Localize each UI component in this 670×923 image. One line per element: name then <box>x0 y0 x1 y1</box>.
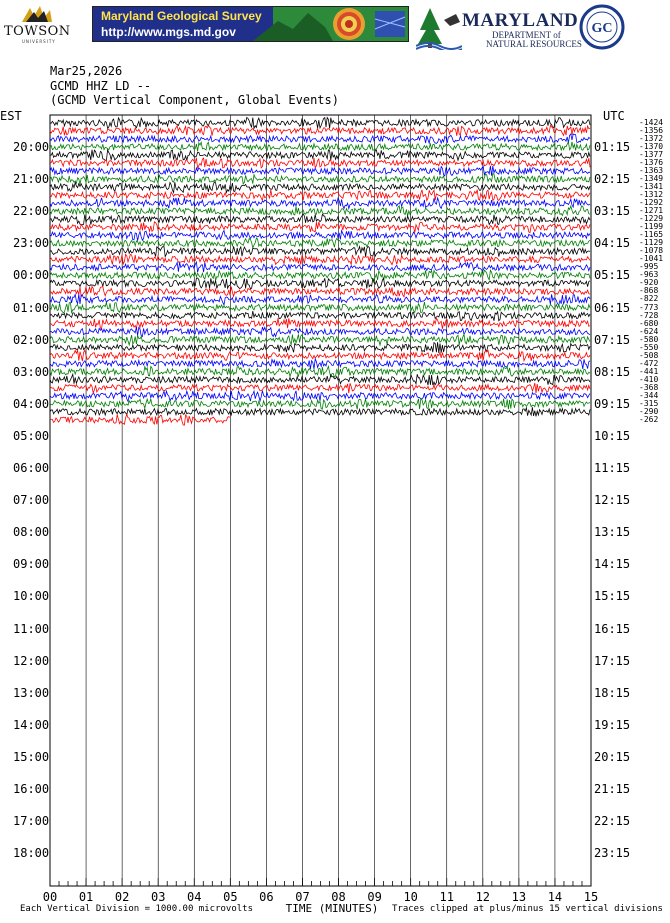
towson-name: TOWSON <box>4 24 71 39</box>
est-hour-label: 14:00 <box>13 717 50 732</box>
trace-count-label: -1271 <box>639 206 664 216</box>
est-hour-label: 20:00 <box>13 140 50 154</box>
est-hour-label: 04:00 <box>13 396 50 411</box>
est-hour-label: 02:00 <box>13 332 50 347</box>
utc-hour-label: 19:15 <box>594 717 631 732</box>
utc-hour-label: 23:15 <box>594 846 631 861</box>
seismic-trace <box>50 158 590 168</box>
trace-count-label: -1424 <box>639 117 664 127</box>
trace-count-label: -1341 <box>639 182 664 192</box>
est-hour-label: 00:00 <box>13 268 50 283</box>
seismic-trace <box>50 294 590 305</box>
x-tick-label: 06 <box>259 890 274 904</box>
est-hour-label: 21:00 <box>13 172 50 187</box>
trace-count-label: -1078 <box>639 246 664 256</box>
towson-sub: UNIVERSITY <box>22 39 56 44</box>
seismic-trace <box>50 150 590 161</box>
utc-hour-label: 05:15 <box>594 268 631 283</box>
chart-station-title: GCMD HHZ LD -- <box>50 79 152 93</box>
x-axis-title: TIME (MINUTES) <box>285 902 379 915</box>
trace-count-label: -1312 <box>639 190 664 200</box>
seismic-trace <box>50 327 590 337</box>
trace-count-label: -1292 <box>639 198 664 208</box>
seismic-trace <box>50 214 590 225</box>
x-tick-label: 07 <box>295 890 310 904</box>
seismic-trace <box>50 238 590 248</box>
trace-count-label: -441 <box>639 366 659 376</box>
utc-hour-label: 16:15 <box>594 621 631 636</box>
x-tick-label: 13 <box>511 890 527 904</box>
x-tick-label: 09 <box>367 890 382 904</box>
utc-hour-label: 02:15 <box>594 172 631 187</box>
trace-count-label: -995 <box>639 262 659 272</box>
est-hour-label: 01:00 <box>13 300 50 315</box>
est-hour-label: 17:00 <box>13 814 50 829</box>
seismic-trace <box>50 262 590 272</box>
x-tick-label: 10 <box>403 890 418 904</box>
x-tick-label: 04 <box>187 890 202 904</box>
utc-hour-label: 14:15 <box>594 557 631 572</box>
trace-count-label: -1363 <box>639 166 664 176</box>
x-tick-label: 08 <box>331 890 346 904</box>
utc-hour-label: 17:15 <box>594 653 631 668</box>
trace-count-label: -262 <box>639 414 659 424</box>
seismic-trace <box>50 407 590 416</box>
seismic-trace <box>50 318 590 329</box>
dnr-natural-resources: NATURAL RESOURCES <box>486 39 582 49</box>
x-tick-label: 12 <box>475 890 491 904</box>
est-hour-label: 16:00 <box>13 782 50 796</box>
est-hour-label: 05:00 <box>13 428 50 443</box>
seismic-trace <box>50 342 590 353</box>
seismic-trace <box>50 134 590 143</box>
x-tick-label: 14 <box>547 890 563 904</box>
trace-count-label: -1356 <box>639 125 664 135</box>
seismic-trace <box>50 231 590 241</box>
trace-count-label: -1199 <box>639 222 664 232</box>
utc-hour-label: 21:15 <box>594 782 631 796</box>
seismic-trace <box>50 182 590 193</box>
seismic-trace <box>50 198 590 209</box>
est-hour-label: 18:00 <box>13 846 50 861</box>
trace-count-label: -868 <box>639 286 659 296</box>
est-hour-label: 07:00 <box>13 493 50 508</box>
x-tick-label: 02 <box>114 890 130 904</box>
dnr-department: DEPARTMENT of <box>492 30 561 40</box>
trace-count-label: -728 <box>639 310 659 320</box>
est-axis-label: EST <box>0 109 22 123</box>
seismic-trace <box>50 118 590 129</box>
x-tick-label: 03 <box>150 890 166 904</box>
trace-count-label: -315 <box>639 398 659 408</box>
trace-count-label: -1370 <box>639 142 664 151</box>
chart-subtitle: (GCMD Vertical Component, Global Events) <box>50 93 339 107</box>
dnr-maryland: MARYLAND <box>462 10 579 31</box>
utc-hour-label: 20:15 <box>594 749 631 764</box>
seismic-trace <box>50 206 590 216</box>
x-tick-label: 15 <box>583 890 599 904</box>
x-tick-label: 01 <box>78 890 94 904</box>
trace-count-label: -1041 <box>639 254 664 264</box>
seismic-trace <box>50 334 590 345</box>
utc-hour-label: 11:15 <box>594 461 631 475</box>
plot-frame <box>50 115 591 886</box>
est-hour-label: 10:00 <box>13 589 50 604</box>
est-hour-label: 06:00 <box>13 461 50 475</box>
trace-count-label: -680 <box>639 318 659 328</box>
utc-hour-label: 09:15 <box>594 396 631 411</box>
footer-scale-note: Each Vertical Division = 1000.00 microvolts <box>20 904 253 914</box>
est-hour-label: 12:00 <box>13 653 50 668</box>
seismic-trace <box>50 246 590 256</box>
trace-count-label: -1165 <box>639 230 664 240</box>
mgs-title: Maryland Geological Survey <box>101 9 262 23</box>
seismic-trace <box>50 287 590 297</box>
est-hour-label: 08:00 <box>13 525 50 540</box>
seismic-trace <box>50 278 590 289</box>
trace-count-label: -508 <box>639 350 659 360</box>
utc-axis-label: UTC <box>603 109 625 123</box>
est-hour-label: 15:00 <box>13 749 50 764</box>
x-tick-label: 00 <box>42 890 58 904</box>
trace-count-label: -1376 <box>639 158 664 168</box>
footer-clip-note: Traces clipped at plus/minus 15 vertical divisions <box>392 904 663 914</box>
seismic-trace <box>50 414 230 425</box>
mgs-url[interactable]: http://www.mgs.md.gov <box>101 25 236 39</box>
seismic-trace <box>50 142 590 152</box>
est-hour-label: 22:00 <box>13 204 50 219</box>
est-hour-label: 03:00 <box>13 364 50 379</box>
utc-hour-label: 06:15 <box>594 300 631 315</box>
utc-hour-label: 04:15 <box>594 236 631 251</box>
trace-count-label: -410 <box>639 374 659 384</box>
est-hour-label: 09:00 <box>13 557 50 572</box>
utc-hour-label: 07:15 <box>594 332 631 347</box>
trace-count-label: -344 <box>639 390 659 400</box>
utc-hour-label: 15:15 <box>594 589 631 604</box>
trace-count-label: -1372 <box>639 133 664 143</box>
utc-hour-label: 03:15 <box>594 204 631 219</box>
x-tick-label: 05 <box>223 890 238 904</box>
utc-hour-label: 01:15 <box>594 140 631 154</box>
seismic-trace <box>50 366 590 377</box>
trace-count-label: -368 <box>639 382 659 392</box>
trace-count-label: -550 <box>639 342 659 352</box>
seismic-trace <box>50 270 590 280</box>
seismic-trace <box>50 254 590 265</box>
trace-count-label: -773 <box>639 302 659 312</box>
est-hour-label: 23:00 <box>13 236 50 251</box>
trace-count-label: -472 <box>639 358 659 368</box>
trace-count-label: -624 <box>639 326 659 336</box>
est-hour-label: 13:00 <box>13 685 50 700</box>
seismic-trace <box>50 359 590 369</box>
x-tick-label: 11 <box>439 890 454 904</box>
trace-count-label: -290 <box>639 406 659 416</box>
seismic-trace <box>50 174 590 185</box>
seismic-trace <box>50 374 590 385</box>
trace-count-label: -1377 <box>639 150 664 160</box>
seismic-trace <box>50 383 590 393</box>
utc-hour-label: 12:15 <box>594 493 631 508</box>
seismic-trace <box>50 190 590 201</box>
gc-monogram: GC <box>591 21 613 36</box>
chart-date: Mar25,2026 <box>50 64 123 78</box>
seismic-trace <box>50 391 590 402</box>
trace-count-label: -822 <box>639 294 659 304</box>
utc-hour-label: 18:15 <box>594 685 631 700</box>
seismic-trace <box>50 350 590 361</box>
trace-count-label: -580 <box>639 334 659 344</box>
utc-hour-label: 22:15 <box>594 814 631 829</box>
utc-hour-label: 08:15 <box>594 364 631 379</box>
utc-hour-label: 10:15 <box>594 428 631 443</box>
utc-hour-label: 13:15 <box>594 525 631 540</box>
est-hour-label: 11:00 <box>13 621 50 636</box>
trace-count-label: -920 <box>639 278 659 288</box>
trace-count-label: -1129 <box>639 238 664 248</box>
seismic-trace <box>50 222 590 233</box>
trace-count-label: -1229 <box>639 214 664 224</box>
seismic-trace <box>50 311 590 321</box>
seismic-trace <box>50 302 590 313</box>
trace-count-label: -963 <box>639 270 659 280</box>
trace-count-label: -1349 <box>639 174 664 184</box>
